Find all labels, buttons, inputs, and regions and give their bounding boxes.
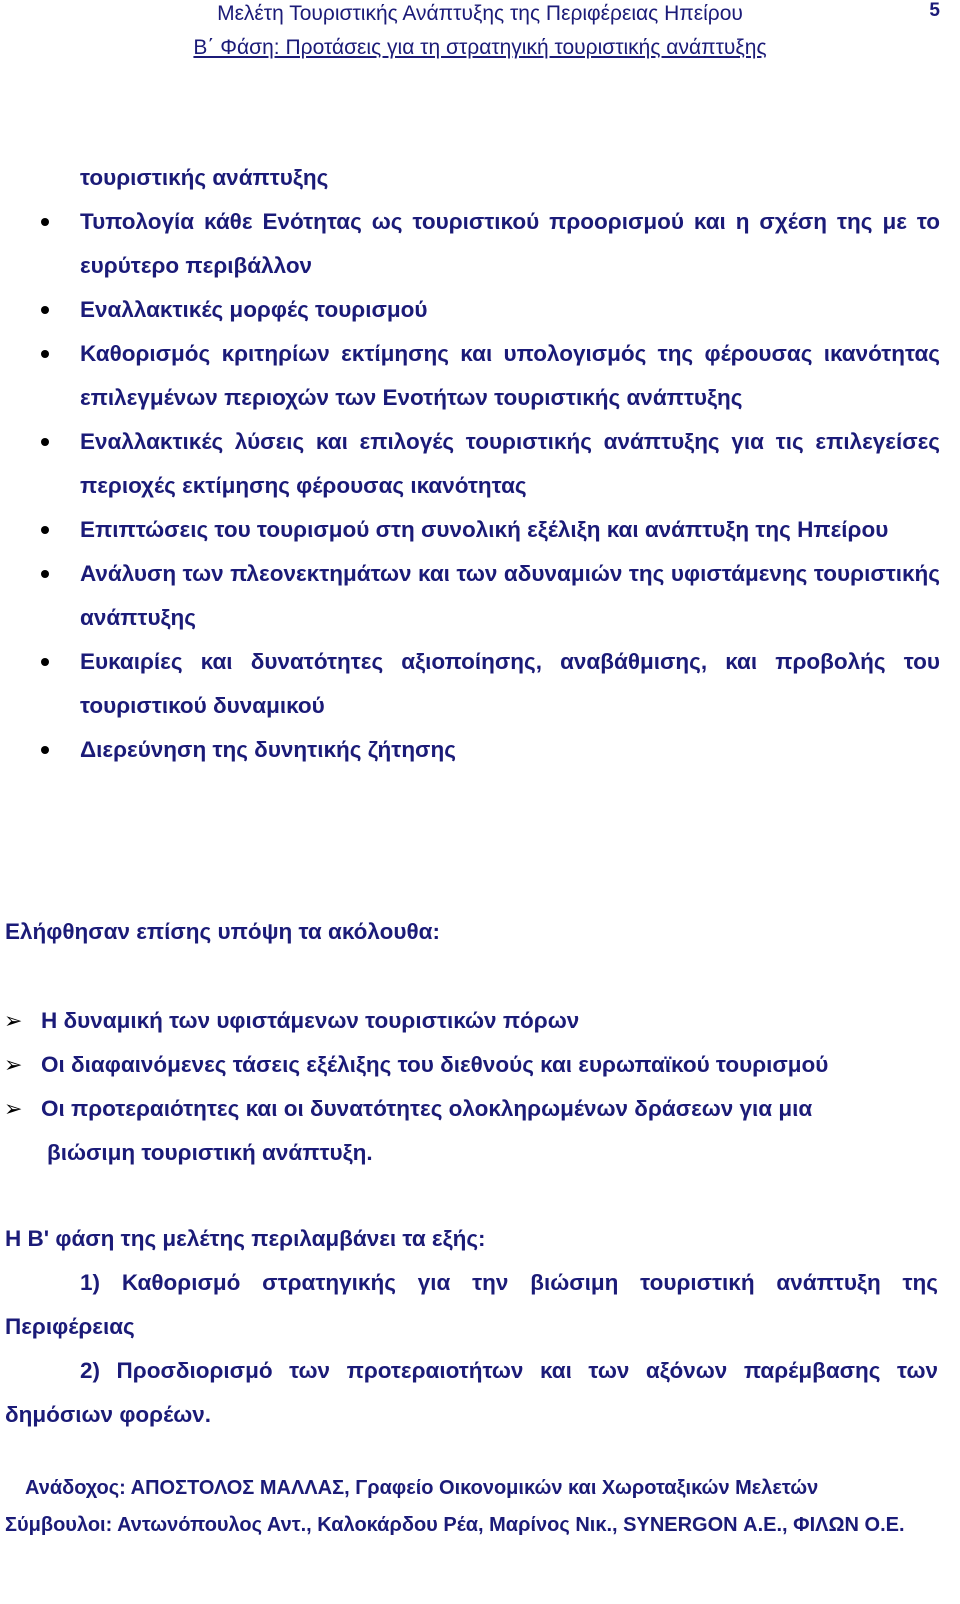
bullet-icon <box>41 306 49 314</box>
bullet-list <box>0 200 960 772</box>
list-item: Ανάλυση των πλεονεκτημάτων και των αδυναμιών της υφιστάμενης τουριστικής ανάπτυξης <box>0 552 960 640</box>
list-item: Επιπτώσεις του τουρισμού στη συνολική εξέλιξη και ανάπτυξη της Ηπείρου <box>0 508 960 552</box>
phase-item-1: 1) Καθορισμό στρατηγικής για την βιώσιμη τουριστική ανάπτυξη της Περιφέρειας <box>5 1270 938 1339</box>
list-item: Καθορισμός κριτηρίων εκτίμησης και υπολογισμός της φέρουσας ικανότητας επιλεγμένων περιοχών των Ενοτήτων τουριστικής ανάπτυξης <box>0 332 960 420</box>
list-item: ➢ Οι διαφαινόμενες τάσεις εξέλιξης του διεθνούς και ευρωπαϊκού τουρισμού <box>0 1043 960 1087</box>
header-title: Μελέτη Τουριστικής Ανάπτυξης της Περιφέρειας Ηπείρου <box>217 2 743 25</box>
phase-item-2: 2) Προσδιορισμό των προτεραιοτήτων και των αξόνων παρέμβασης των δημόσιων φορέων. <box>5 1358 938 1427</box>
bullet-icon <box>41 746 49 754</box>
phase-intro: Η Β' φάση της μελέτης περιλαμβάνει τα εξής: <box>5 1226 486 1251</box>
bullet-icon <box>41 218 49 226</box>
list-item: Διερεύνηση της δυνητικής ζήτησης <box>0 728 960 772</box>
arrow-bullet-icon: ➢ <box>4 1096 23 1121</box>
list-item: Τυπολογία κάθε Ενότητας ως τουριστικού προορισμού και η σχέση της με το ευρύτερο περιβάλλον <box>0 200 960 288</box>
arrow-bullet-icon: ➢ <box>4 1052 23 1077</box>
list-item: Εναλλακτικές λύσεις και επιλογές τουριστικής ανάπτυξης για τις επιλεγείσες περιοχές εκτίμησης φέρουσας ικανότητας <box>0 420 960 508</box>
bullet-icon <box>41 526 49 534</box>
list-item: Εναλλακτικές μορφές τουρισμού <box>0 288 960 332</box>
page-number: 5 <box>929 0 940 21</box>
list-item: Ευκαιρίες και δυνατότητες αξιοποίησης, αναβάθμισης, και προβολής του τουριστικού δυναμικού <box>0 640 960 728</box>
considered-intro: Ελήφθησαν επίσης υπόψη τα ακόλουθα: <box>5 919 440 944</box>
continued-text: τουριστικής ανάπτυξης <box>80 165 329 190</box>
list-item: ➢ Η δυναμική των υφιστάμενων τουριστικών πόρων <box>0 999 960 1043</box>
considered-list <box>0 999 960 1175</box>
bullet-icon <box>41 438 49 446</box>
arrow-bullet-icon: ➢ <box>4 1008 23 1033</box>
list-item: ➢ Οι προτεραιότητες και οι δυνατότητες ολοκληρωμένων δράσεων για μια βιώσιμη τουριστική ανάπτυξη. <box>0 1087 960 1175</box>
page-footer <box>0 1470 960 1544</box>
bullet-icon <box>41 350 49 358</box>
footer-contractor: Ανάδοχος: ΑΠΟΣΤΟΛΟΣ ΜΑΛΛΑΣ, Γραφείο Οικονομικών και Χωροταξικών Μελετών <box>25 1477 819 1499</box>
bullet-icon <box>41 658 49 666</box>
list-item-continuation: βιώσιμη τουριστική ανάπτυξη. <box>47 1140 373 1165</box>
footer-consultants: Σύμβουλοι: Αντωνόπουλος Αντ., Καλοκάρδου Ρέα, Μαρίνος Νικ., SYNERGON Α.Ε., ΦΙΛΩΝ Ο.Ε. <box>5 1514 905 1536</box>
header-subtitle: Β΄ Φάση: Προτάσεις για τη στρατηγική τουριστικής ανάπτυξης <box>193 36 767 59</box>
bullet-icon <box>41 570 49 578</box>
